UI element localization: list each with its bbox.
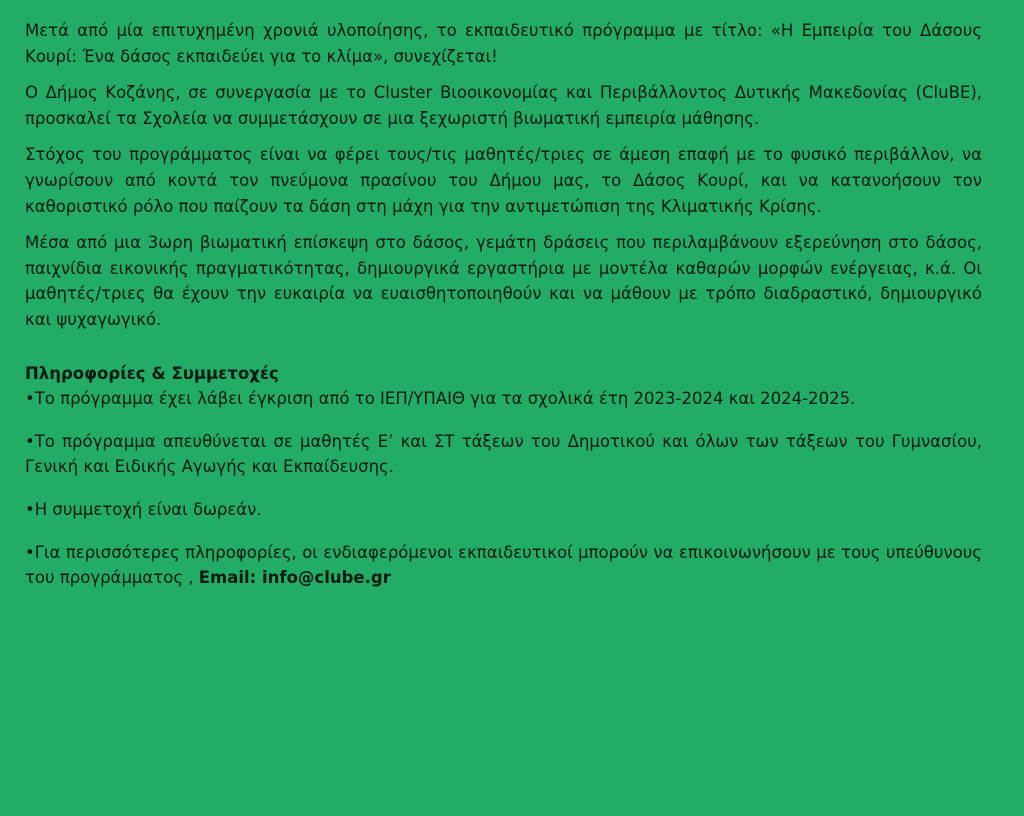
intro-paragraph-1: Μετά από μία επιτυχημένη χρονιά υλοποίησης, το εκπαιδευτικό πρόγραμμα με τίτλο: «Η Εμπειρία του Δάσους Κουρί: Ένα δάσος εκπαιδεύει για το κλίμα», συνεχίζεται!: [25, 21, 982, 66]
intro-paragraph-4: Μέσα από μια 3ωρη βιωματική επίσκεψη στο δάσος, γεμάτη δράσεις που περιλαμβάνουν εξερεύνηση στο δάσος, παιχνίδια εικονικής πραγματικότητας, δημιουργικά εργαστήρια με μοντέλα καθαρών μορφών ενέργειας, κ.ά. Οι μαθητές/τριες θα έχουν την ευκαιρία να ευαισθητοποιηθούν και να μάθουν με τρόπο διαδραστικό, δημιουργικό και ψυχαγωγικό.: [25, 233, 982, 329]
intro-paragraph-2: Ο Δήμος Κοζάνης, σε συνεργασία με το Cluster Βιοοικονομίας και Περιβάλλοντος Δυτικής Μακεδονίας (CluBE), προσκαλεί τα Σχολεία να συμμετάσχουν σε μια ξεχωριστή βιωματική εμπειρία μάθησης.: [25, 83, 982, 128]
info-contact-text: •Για περισσότερες πληροφορίες, οι ενδιαφερόμενοι εκπαιδευτικοί μπορούν να επικοινωνήσουν με τους υπεύθυνους του προγράμματος ,: [25, 542, 982, 588]
intro-paragraph-3: Στόχος του προγράμματος είναι να φέρει τους/τις μαθητές/τριες σε άμεση επαφή με το φυσικό περιβάλλον, να γνωρίσουν από κοντά τον πνεύμονα πρασίνου του Δήμου μας, το Δάσος Κουρί, και να κατανοήσουν τον καθοριστικό ρόλο που παίζουν τα δάση στη μάχη για την αντιμετώπιση της Κλιματικής Κρίσης.: [25, 145, 982, 216]
info-bullet-audience: •Το πρόγραμμα απευθύνεται σε μαθητές Ε’ και ΣΤ τάξεων του Δημοτικού και όλων των τάξεων του Γυμνασίου, Γενική και Ειδικής Αγωγής και Εκπαίδευσης.: [25, 431, 982, 477]
info-bullet-contact: [25, 540, 982, 591]
info-bullet-approval: •Το πρόγραμμα έχει λάβει έγκριση από το ΙΕΠ/ΥΠΑΙΘ για τα σχολικά έτη 2023-2024 και 2024-2025.: [25, 389, 856, 409]
info-bullet-free: •Η συμμετοχή είναι δωρεάν.: [25, 499, 262, 519]
info-heading: Πληροφορίες & Συμμετοχές: [25, 363, 279, 383]
contact-email: Email: info@clube.gr: [198, 568, 391, 588]
